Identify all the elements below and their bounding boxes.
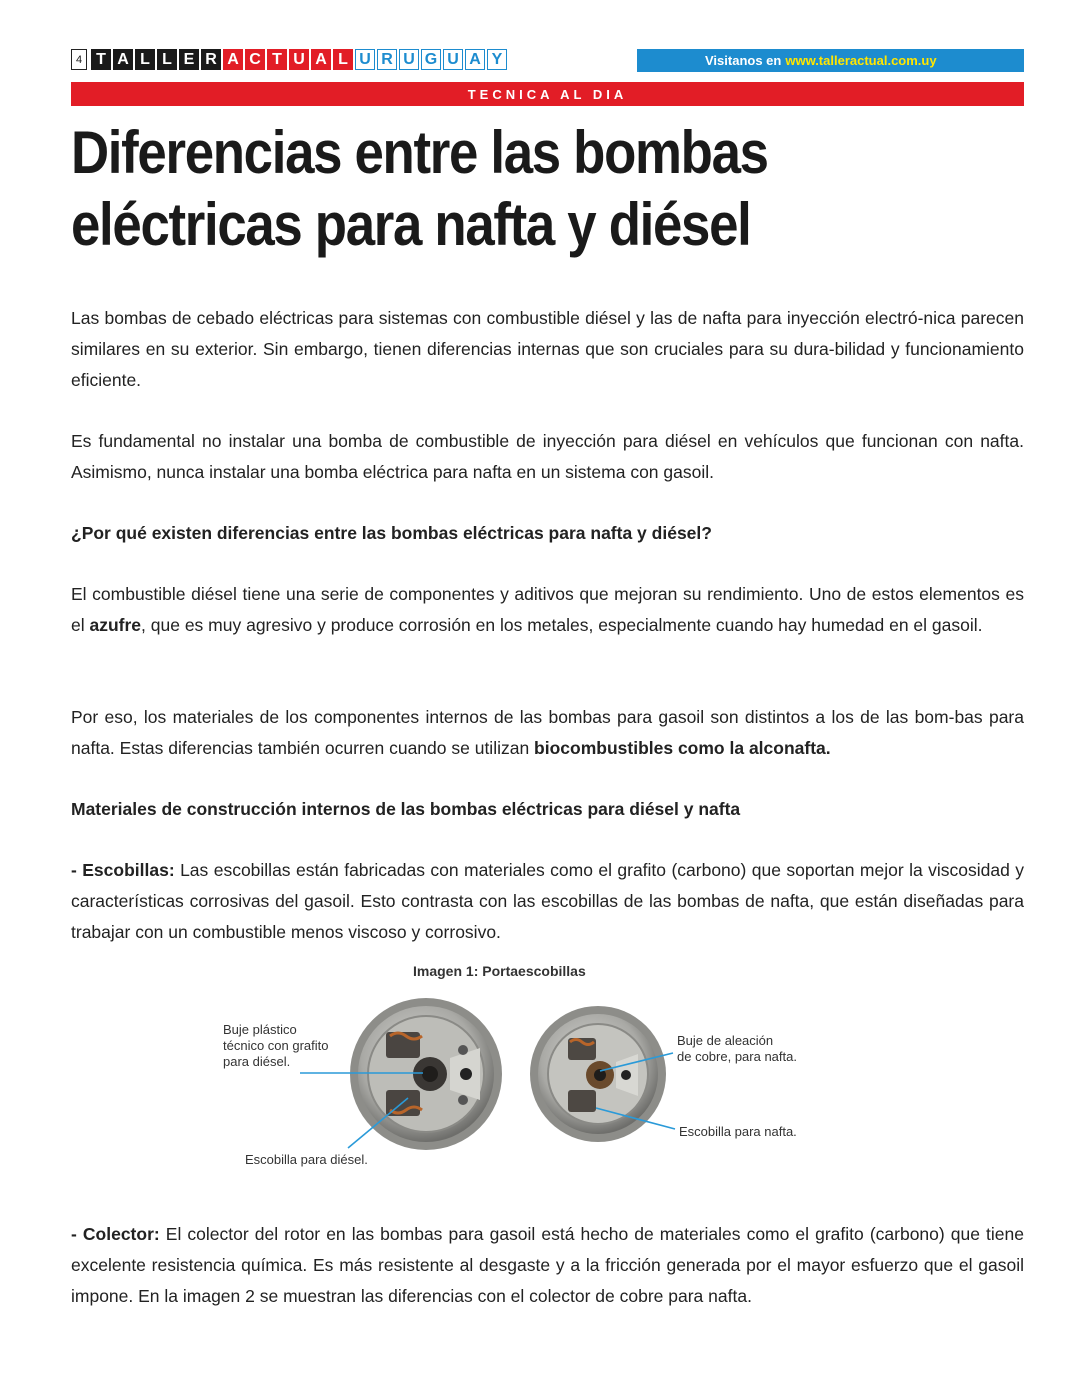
paragraph-intro: Las bombas de cebado eléctricas para sistemas con combustible diésel y las de nafta para inyección electró-nica parecen similares en su exterior. Sin embargo, tienen diferencias internas que son cruciales para su dura-bilidad y funcionamiento eficiente.	[71, 308, 1024, 390]
section-label: TECNICA AL DIA	[71, 82, 1024, 106]
title-line-2: eléctricas para nafta y diésel	[71, 191, 751, 258]
paragraph-warning: Es fundamental no instalar una bomba de combustible de inyección para diésel en vehículos que funcionan con nafta. Asimismo, nunca instalar una bomba eléctrica para nafta en un sistema con gasoil.	[71, 431, 1024, 482]
paragraph-escobillas	[71, 855, 1024, 948]
article-title	[71, 117, 916, 261]
logo-letter: R	[201, 49, 221, 70]
paragraph-sulfur	[71, 579, 1024, 641]
label-line: Buje plástico	[223, 1022, 297, 1037]
paragraph-materials	[71, 702, 1024, 764]
label-buje-diesel	[223, 1022, 329, 1070]
label-line: técnico con grafito	[223, 1038, 329, 1053]
logo-letter: A	[223, 49, 243, 70]
label-escobilla-nafta: Escobilla para nafta.	[679, 1124, 797, 1139]
website-link[interactable]: www.talleractual.com.uy	[785, 53, 937, 68]
logo	[71, 49, 509, 74]
logo-letter: U	[355, 49, 375, 70]
label-line: Buje de aleación	[677, 1033, 774, 1048]
visit-label: Visitanos en	[705, 53, 782, 68]
logo-letter: A	[311, 49, 331, 70]
title-line-1: Diferencias entre las bombas	[71, 119, 768, 186]
logo-letter: T	[91, 49, 111, 70]
bold-term: azufre	[89, 615, 142, 635]
bold-term: - Colector:	[71, 1224, 160, 1244]
logo-letter: A	[113, 49, 133, 70]
logo-letter: R	[377, 49, 397, 70]
label-line: de cobre, para nafta.	[677, 1049, 797, 1064]
logo-letter: L	[135, 49, 155, 70]
logo-letter: L	[157, 49, 177, 70]
subheading-why: ¿Por qué existen diferencias entre las bombas eléctricas para nafta y diésel?	[71, 523, 712, 543]
paragraph-text: Por eso, los materiales de los componentes internos de las bombas para gasoil son distintos a los de las bom-bas para nafta. Estas diferencias también ocurren cuando se utilizan	[71, 707, 1024, 758]
label-line: para diésel.	[223, 1054, 291, 1069]
logo-letter: G	[421, 49, 441, 70]
paragraph-text: Las escobillas están fabricadas con materiales como el grafito (carbono) que soportan mejor la viscosidad y características corrosivas del gasoil. Esto contrasta con las escobillas de las bombas de nafta, que están diseñadas para trabajar con un combustible menos viscoso y corrosivo.	[71, 860, 1024, 942]
logo-letter: A	[465, 49, 485, 70]
logo-letter: U	[443, 49, 463, 70]
paragraph-text: El colector del rotor en las bombas para gasoil está hecho de materiales como el grafito (carbono) que tiene excelente resistencia química. Es más resistente al desgaste y a la fricción generada por el mayor esfuerzo que el gasoil impone. En la imagen 2 se muestran las diferencias con el colector de cobre para nafta.	[71, 1224, 1024, 1306]
masthead	[71, 49, 1024, 74]
logo-letter: T	[267, 49, 287, 70]
logo-letter: L	[333, 49, 353, 70]
logo-letter: C	[245, 49, 265, 70]
subheading-materials: Materiales de construcción internos de las bombas eléctricas para diésel y nafta	[71, 799, 741, 819]
label-escobilla-diesel: Escobilla para diésel.	[245, 1152, 368, 1167]
visit-bar	[637, 49, 1024, 72]
label-buje-nafta	[677, 1033, 797, 1065]
logo-letter: E	[179, 49, 199, 70]
page-number: 4	[71, 49, 87, 70]
logo-letter: U	[399, 49, 419, 70]
paragraph-text: , que es muy agresivo y produce corrosión en los metales, especialmente cuando hay humedad en el gasoil.	[141, 615, 983, 635]
logo-letter: Y	[487, 49, 507, 70]
bold-term: - Escobillas:	[71, 860, 175, 880]
figure-portaescobillas	[218, 958, 838, 1173]
paragraph-text: El combustible diésel tiene una serie de componentes y aditivos que mejoran su rendimiento. Uno de estos elementos es el	[71, 584, 1024, 635]
logo-letter: U	[289, 49, 309, 70]
bold-term: biocombustibles como la alconafta.	[534, 738, 831, 758]
paragraph-colector	[71, 1219, 1024, 1312]
figure-caption: Imagen 1: Portaescobillas	[413, 963, 586, 979]
